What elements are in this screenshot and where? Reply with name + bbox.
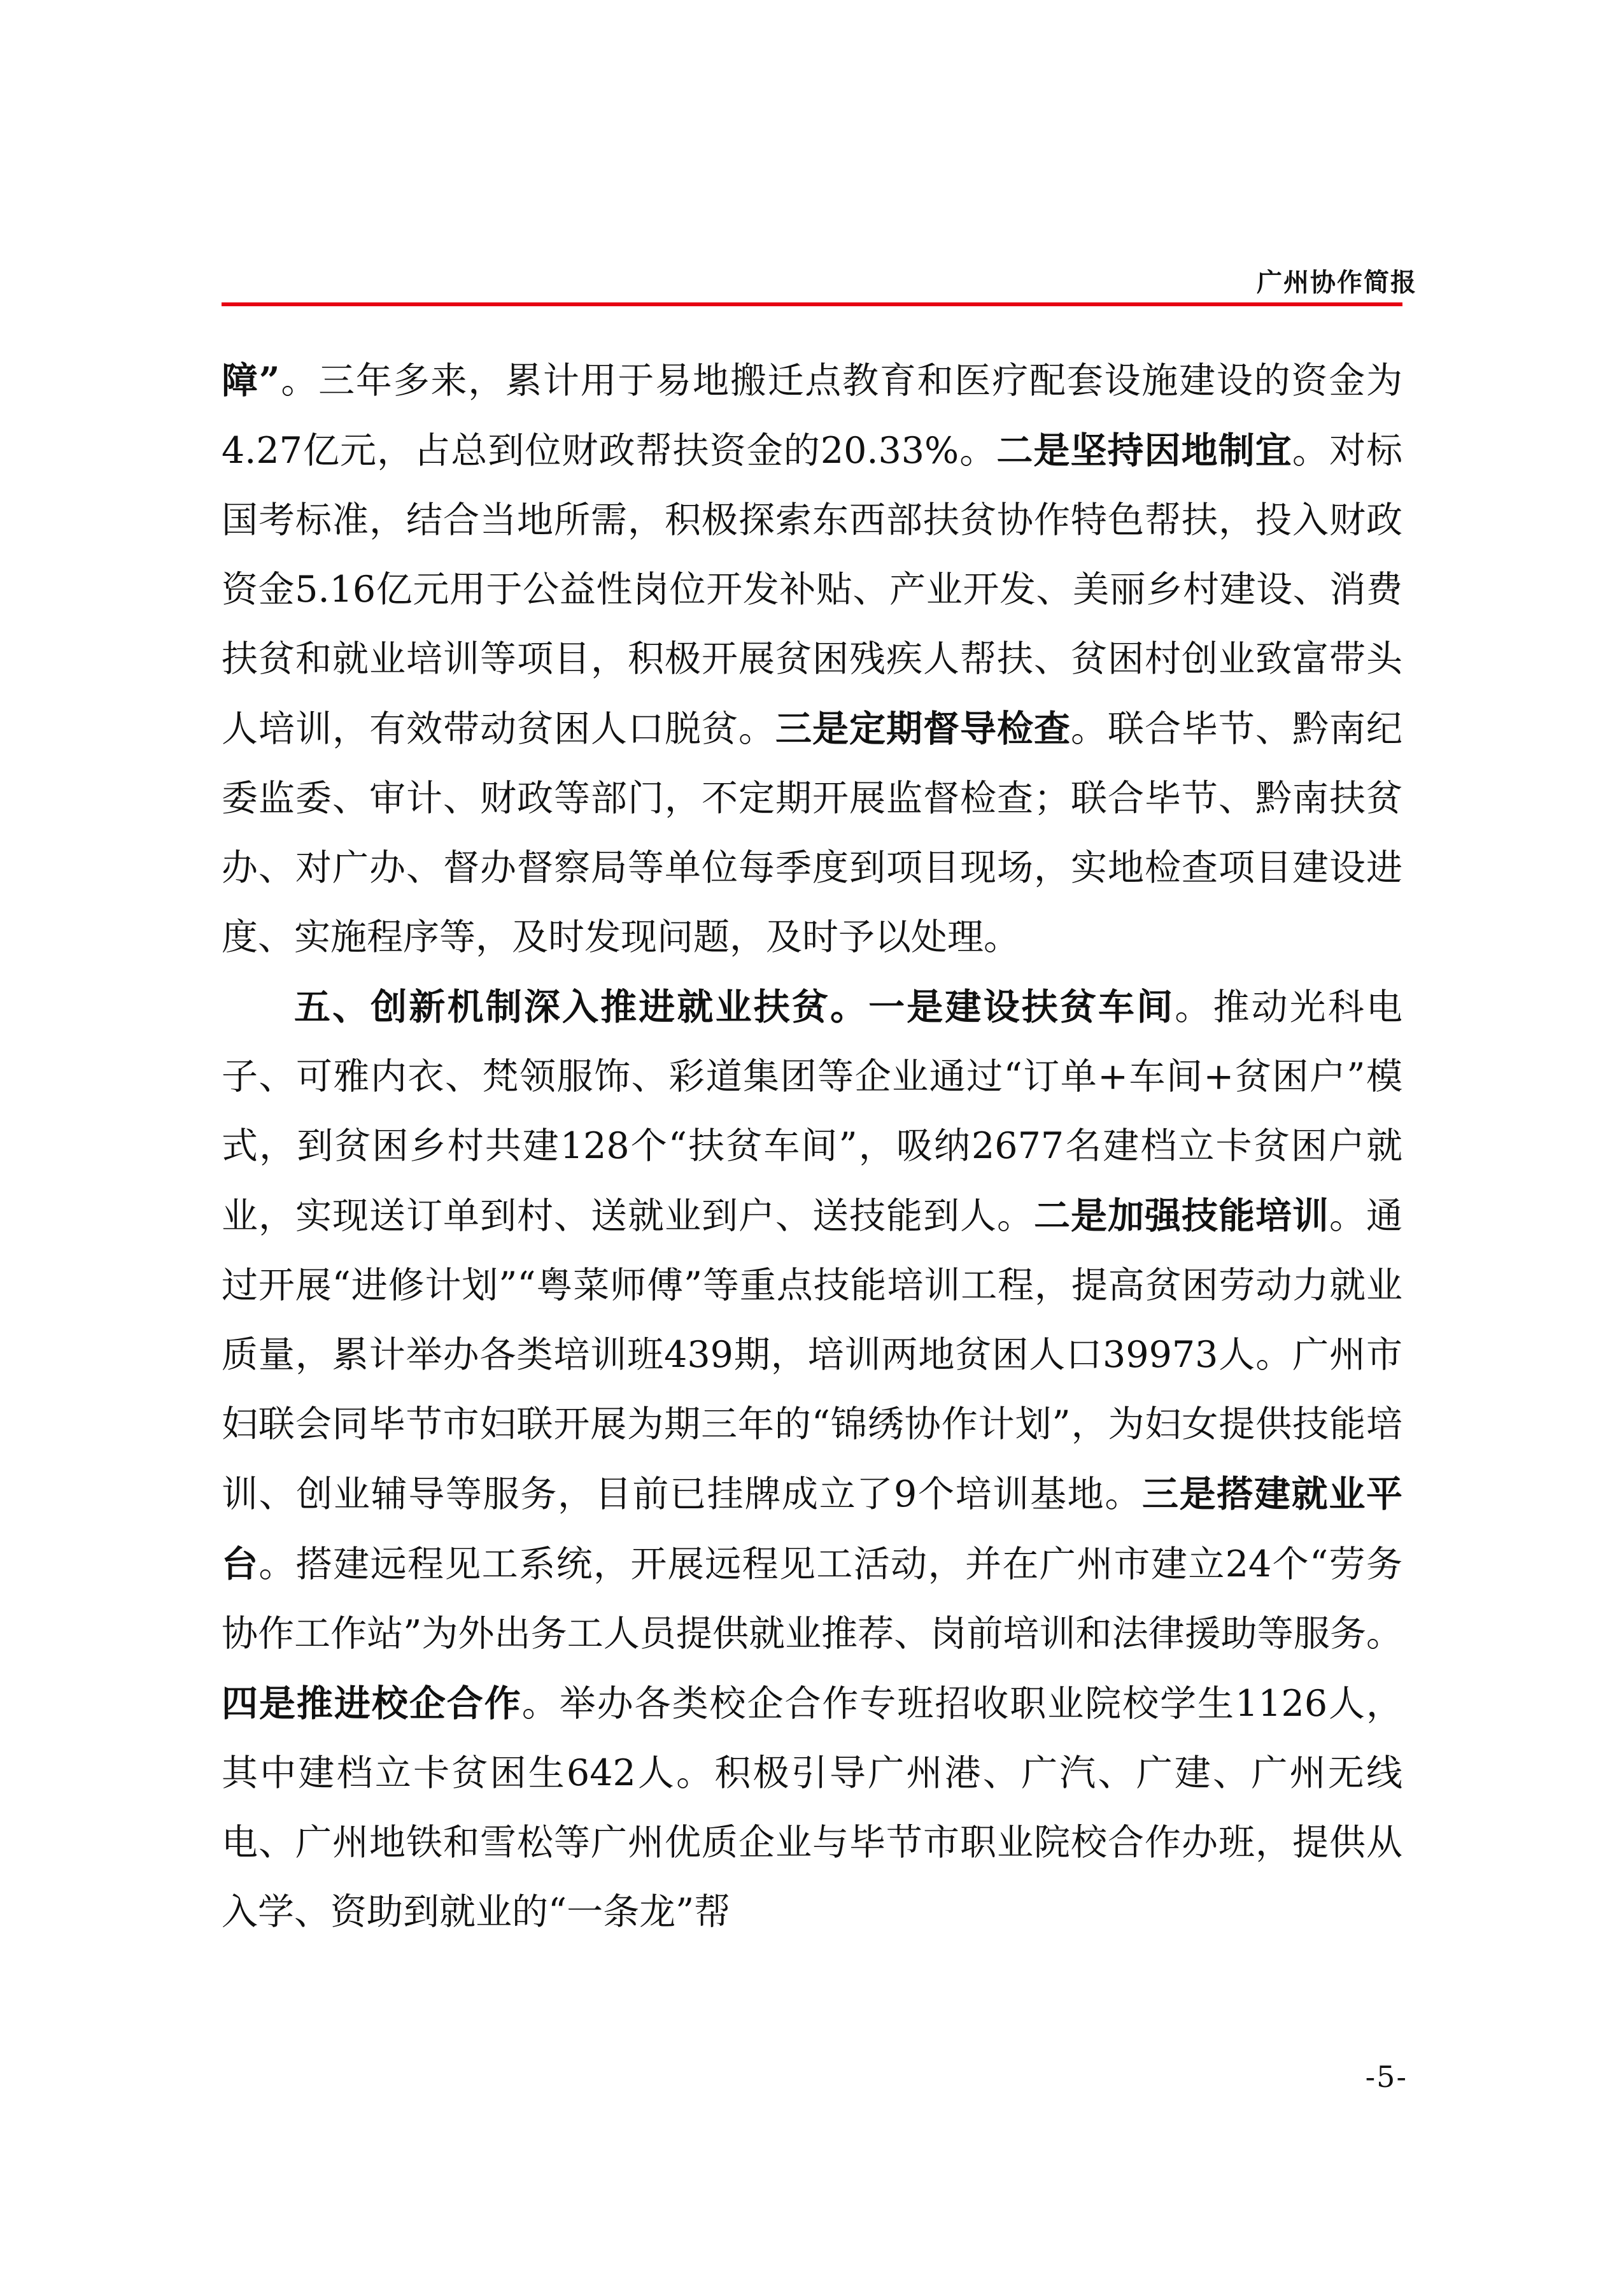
subpoint-heading: 三是定期督导检查 <box>775 707 1071 750</box>
header-red-rule <box>222 302 1402 306</box>
paragraph-text: 。搭建远程见工系统，开展远程见工活动，并在广州市建立24个“劳务协作工作站”为外出务工人员提供就业推荐、岗前培训和法律援助等服务。 <box>222 1543 1403 1655</box>
subpoint-heading: 二是加强技能培训 <box>1034 1194 1329 1237</box>
running-header-title: 广州协作简报 <box>1257 267 1417 297</box>
subpoint-heading: 三是搭建就业平台 <box>222 1473 1402 1585</box>
paragraph-continued <box>222 346 1402 972</box>
body-text <box>222 346 1402 1947</box>
page-number: -5- <box>1365 2060 1408 2094</box>
paragraph-text: 。推动光科电子、可雅内衣、梵领服饰、彩道集团等企业通过“订单+车间+贫困户”模式，到贫困乡村共建128个“扶贫车间”，吸纳2677名建档立卡贫困户就业，实现送订单到村、送就业到户、送技能到人。 <box>222 986 1403 1237</box>
paragraph-lead-bold: 障” <box>222 359 280 402</box>
paragraph-text: 。三年多来，累计用于易地搬迁点教育和医疗配套设施建设的资金为4.27亿元，占总到位财政帮扶资金的20.33%。 <box>222 360 1402 472</box>
subpoint-heading: 二是坚持因地制宜 <box>996 429 1292 472</box>
paragraph-section-five <box>222 972 1402 1947</box>
paragraph-text: 。通过开展“进修计划”“粤菜师傅”等重点技能培训工程，提高贫困劳动力就业质量，累计举办各类培训班439期，培训两地贫困人口39973人。广州市妇联会同毕节市妇联开展为期三年的“锦绣协作计划”，为妇女提供技能培训、创业辅导等服务，目前已挂牌成立了9个培训基地。 <box>222 1195 1402 1515</box>
section-heading: 五、创新机制深入推进就业扶贫。一是建设扶贫车间 <box>294 986 1175 1028</box>
paragraph-text: 。对标国考标准，结合当地所需，积极探索东西部扶贫协作特色帮扶，投入财政资金5.16亿元用于公益性岗位开发补贴、产业开发、美丽乡村建设、消费扶贫和就业培训等项目，积极开展贫困残疾人帮扶、贫困村创业致富带头人培训，有效带动贫困人口脱贫。 <box>222 430 1403 750</box>
subpoint-heading: 四是推进校企合作 <box>222 1682 522 1725</box>
paragraph-text: 。举办各类校企合作专班招收职业院校学生1126人，其中建档立卡贫困生642人。积极引导广州港、广汽、广建、广州无线电、广州地铁和雪松等广州优质企业与毕节市职业院校合作办班，提供从入学、资助到就业的“一条龙”帮 <box>222 1683 1403 1933</box>
paragraph-text: 。联合毕节、黔南纪委监委、审计、财政等部门，不定期开展监督检查；联合毕节、黔南扶贫办、对广办、督办督察局等单位每季度到项目现场，实地检查项目建设进度、实施程序等，及时发现问题，及时予以处理。 <box>222 708 1402 958</box>
